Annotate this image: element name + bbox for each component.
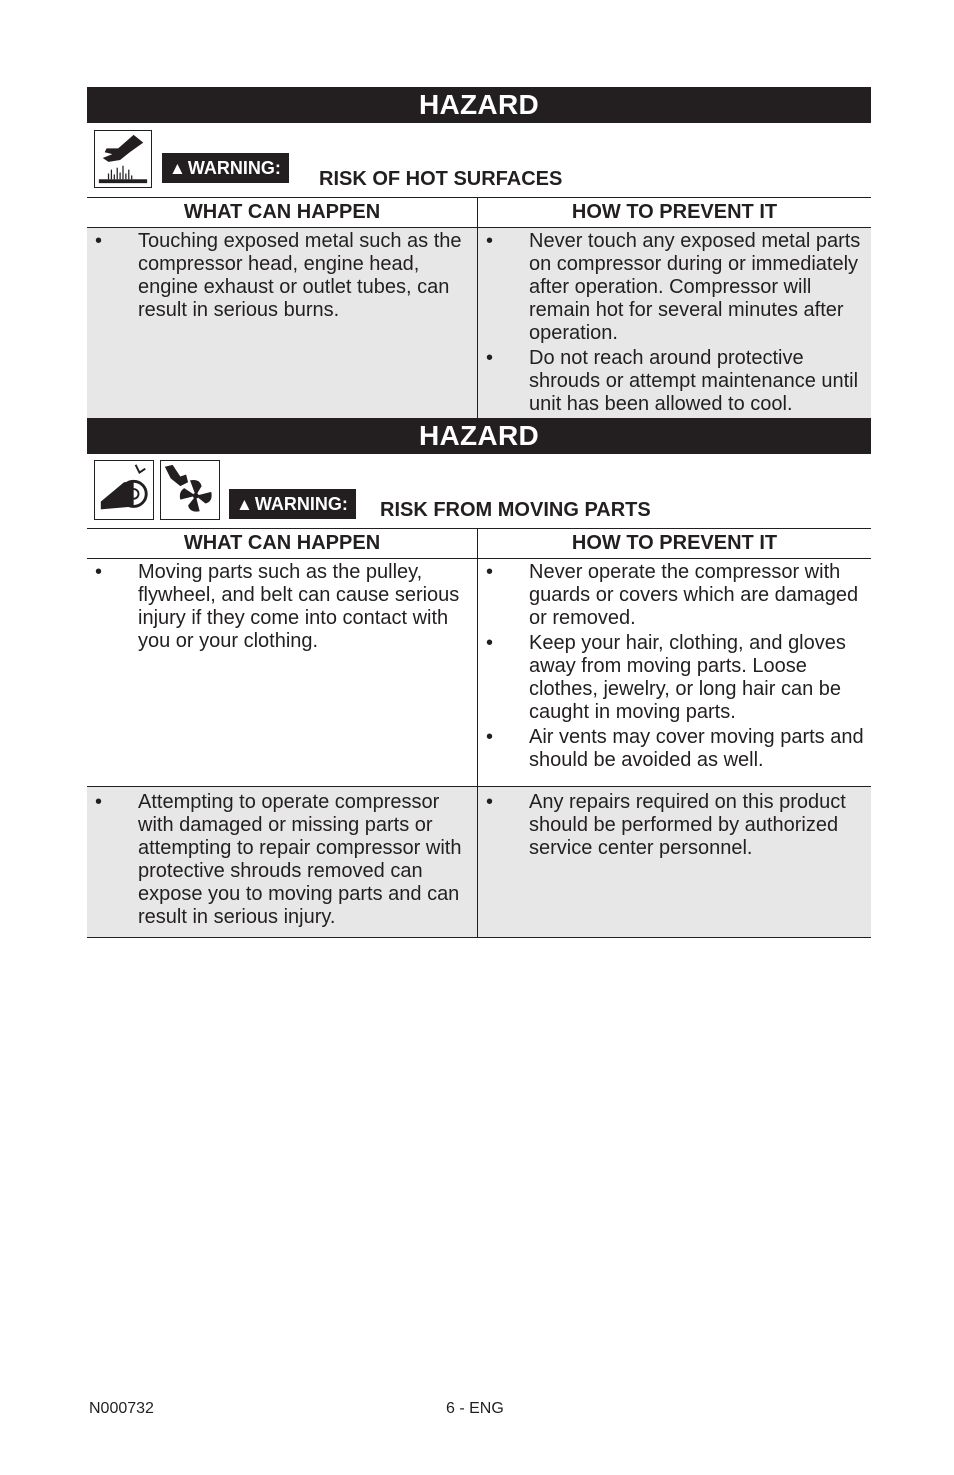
hazard-header: HAZARD bbox=[87, 87, 871, 123]
hazard-table bbox=[87, 198, 871, 419]
table-row bbox=[87, 559, 871, 787]
hot-surface-hand-icon bbox=[94, 130, 152, 188]
document-number: N000732 bbox=[89, 1400, 154, 1417]
list-item: • Moving parts such as the pulley, flywheel, and belt can cause serious injury if they come into contact with you or your clothing. bbox=[95, 561, 460, 652]
list-item: • Never operate the compressor with guards or covers which are damaged or removed. bbox=[486, 561, 859, 629]
table-row bbox=[87, 787, 871, 938]
warning-badge bbox=[162, 153, 289, 183]
risk-title: RISK OF HOT SURFACES bbox=[319, 168, 563, 190]
warning-triangle-icon: ▲ bbox=[169, 159, 186, 178]
hazard-section-hot-surfaces bbox=[87, 87, 871, 419]
list-item: • Attempting to operate compressor with damaged or missing parts or attempting to repair compressor with protective shrouds removed can expose you to moving parts and can result in serious injury. bbox=[95, 791, 462, 928]
list-item: • Never touch any exposed metal parts on compressor during or immediately after operation. Compressor will remain hot for several minutes after operation. bbox=[486, 230, 861, 344]
table-row bbox=[87, 228, 871, 420]
warning-row bbox=[87, 123, 871, 198]
column-header-how-to-prevent: HOW TO PREVENT IT bbox=[478, 529, 872, 559]
warning-row bbox=[87, 454, 871, 529]
warning-label: WARNING: bbox=[187, 158, 281, 178]
column-header-how-to-prevent: HOW TO PREVENT IT bbox=[478, 198, 872, 228]
risk-title: RISK FROM MOVING PARTS bbox=[380, 499, 651, 521]
list-item: • Air vents may cover moving parts and should be avoided as well. bbox=[486, 726, 864, 771]
hazard-table bbox=[87, 529, 871, 938]
warning-badge bbox=[229, 489, 356, 519]
warning-triangle-icon: ▲ bbox=[236, 495, 253, 514]
fan-hand-icon bbox=[160, 460, 220, 520]
list-item: • Any repairs required on this product should be performed by authorized service center personnel. bbox=[486, 791, 846, 859]
pulley-hand-icon bbox=[94, 460, 154, 520]
hazard-section-moving-parts bbox=[87, 418, 871, 938]
list-item: • Touching exposed metal such as the compressor head, engine head, engine exhaust or outlet tubes, can result in serious burns. bbox=[95, 230, 462, 321]
column-header-what-can-happen: WHAT CAN HAPPEN bbox=[87, 198, 478, 228]
warning-label: WARNING: bbox=[254, 494, 348, 514]
list-item: • Keep your hair, clothing, and gloves away from moving parts. Loose clothes, jewelry, or long hair can be caught in moving parts. bbox=[486, 632, 846, 723]
page-number: 6 - ENG bbox=[446, 1400, 504, 1417]
list-item: • Do not reach around protective shrouds or attempt maintenance until unit has been allowed to cool. bbox=[486, 347, 859, 415]
column-header-what-can-happen: WHAT CAN HAPPEN bbox=[87, 529, 478, 559]
hazard-header: HAZARD bbox=[87, 418, 871, 454]
